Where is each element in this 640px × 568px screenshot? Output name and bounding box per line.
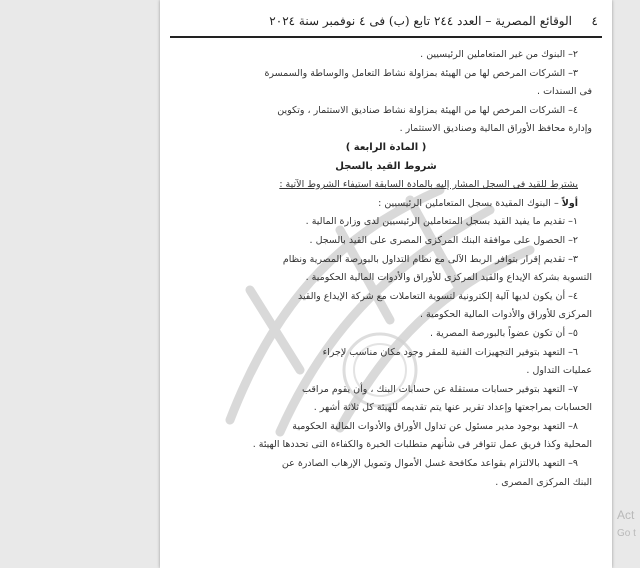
item-3-cont: التسوية بشركة الإيداع والقيد المركزى للأوراق والأدوات المالية الحكومية . bbox=[305, 272, 592, 284]
paragraph-brokerage: ٣– الشركات المرخص لها من الهيئة بمزاولة نشاط التعامل والوساطة والسمسرة bbox=[264, 67, 578, 79]
item-6: ٦– التعهد بتوفير التجهيزات الفنية للمقر وجود مكان مناسب لإجراء bbox=[322, 346, 578, 358]
item-7: ٧– التعهد بتوفير حسابات مستقلة عن حسابات البنك ، وأن يقوم مراقب bbox=[302, 383, 578, 395]
item-2: ٢– الحصول على موافقة البنك المركزى المصرى على القيد بالسجل . bbox=[309, 234, 578, 246]
item-8-cont: المحلية وكذا فريق عمل تتوافر فى شأنهم متطلبات الخبرة والكفاءة التى تحددها الهيئة . bbox=[252, 439, 592, 451]
item-4: ٤– أن يكون لديها آلية إلكترونية لتسوية التعاملات مع شركة الإيداع والقيد bbox=[297, 290, 578, 302]
article-intro: يشترط للقيد فى السجل المشار إليه بالمادة السابقة استيفاء الشروط الآتية : bbox=[279, 179, 578, 191]
windows-activation-subtext: Go t bbox=[617, 528, 636, 539]
page-number: ٤ bbox=[591, 14, 598, 28]
item-4-cont: المركزى للأوراق والأدوات المالية الحكومية . bbox=[419, 309, 592, 321]
paragraph-funds: ٤– الشركات المرخص لها من الهيئة بمزاولة نشاط صناديق الاستثمار ، وتكوين bbox=[277, 104, 578, 116]
paragraph-banks: ٢– البنوك من غير المتعاملين الرئيسيين . bbox=[420, 49, 578, 60]
item-6-cont: عمليات التداول . bbox=[526, 365, 592, 377]
document-page bbox=[160, 0, 612, 568]
item-9: ٩– التعهد بالالتزام بقواعد مكافحة غسل الأموال وتمويل الإرهاب الصادرة عن bbox=[281, 458, 578, 470]
document-body bbox=[180, 46, 592, 492]
item-8: ٨– التعهد بوجود مدير مسئول عن تداول الأوراق والأدوات المالية الحكومية bbox=[292, 420, 578, 432]
item-7-cont: الحسابات بمراجعتها وإعداد تقرير عنها يتم تقديمه للهيئة كل ثلاثة أشهر . bbox=[313, 402, 592, 414]
article-heading: ( المادة الرابعة ) bbox=[345, 141, 427, 153]
item-5: ٥– أن تكون عضواً بالبورصة المصرية . bbox=[429, 327, 578, 339]
paragraph-brokerage-cont: فى السندات . bbox=[537, 86, 592, 98]
first-text: – البنوك المقيدة بسجل المتعاملين الرئيسيين : bbox=[378, 197, 562, 209]
first-label: أولاً bbox=[561, 197, 578, 209]
article-subheading: شروط القيد بالسجل bbox=[335, 160, 437, 172]
gazette-title: الوقائع المصرية – العدد ٢٤٤ تابع (ب) فى ٤ نوفمبر سنة ٢٠٢٤ bbox=[269, 14, 572, 28]
first-category bbox=[180, 195, 592, 214]
item-1: ١– تقديم ما يفيد القيد بسجل المتعاملين الرئيسيين لدى وزارة المالية . bbox=[305, 216, 578, 228]
item-9-cont: البنك المركزى المصرى . bbox=[495, 476, 592, 488]
windows-activation-text: Act bbox=[617, 508, 635, 522]
paragraph-funds-cont: وإدارة محافظ الأوراق المالية وصناديق الاستثمار . bbox=[399, 123, 592, 135]
page-header bbox=[170, 6, 602, 38]
item-3: ٣– تقديم إقرار بتوافر الربط الآلى مع نظام التداول بالبورصة المصرية ونظام bbox=[282, 253, 578, 265]
